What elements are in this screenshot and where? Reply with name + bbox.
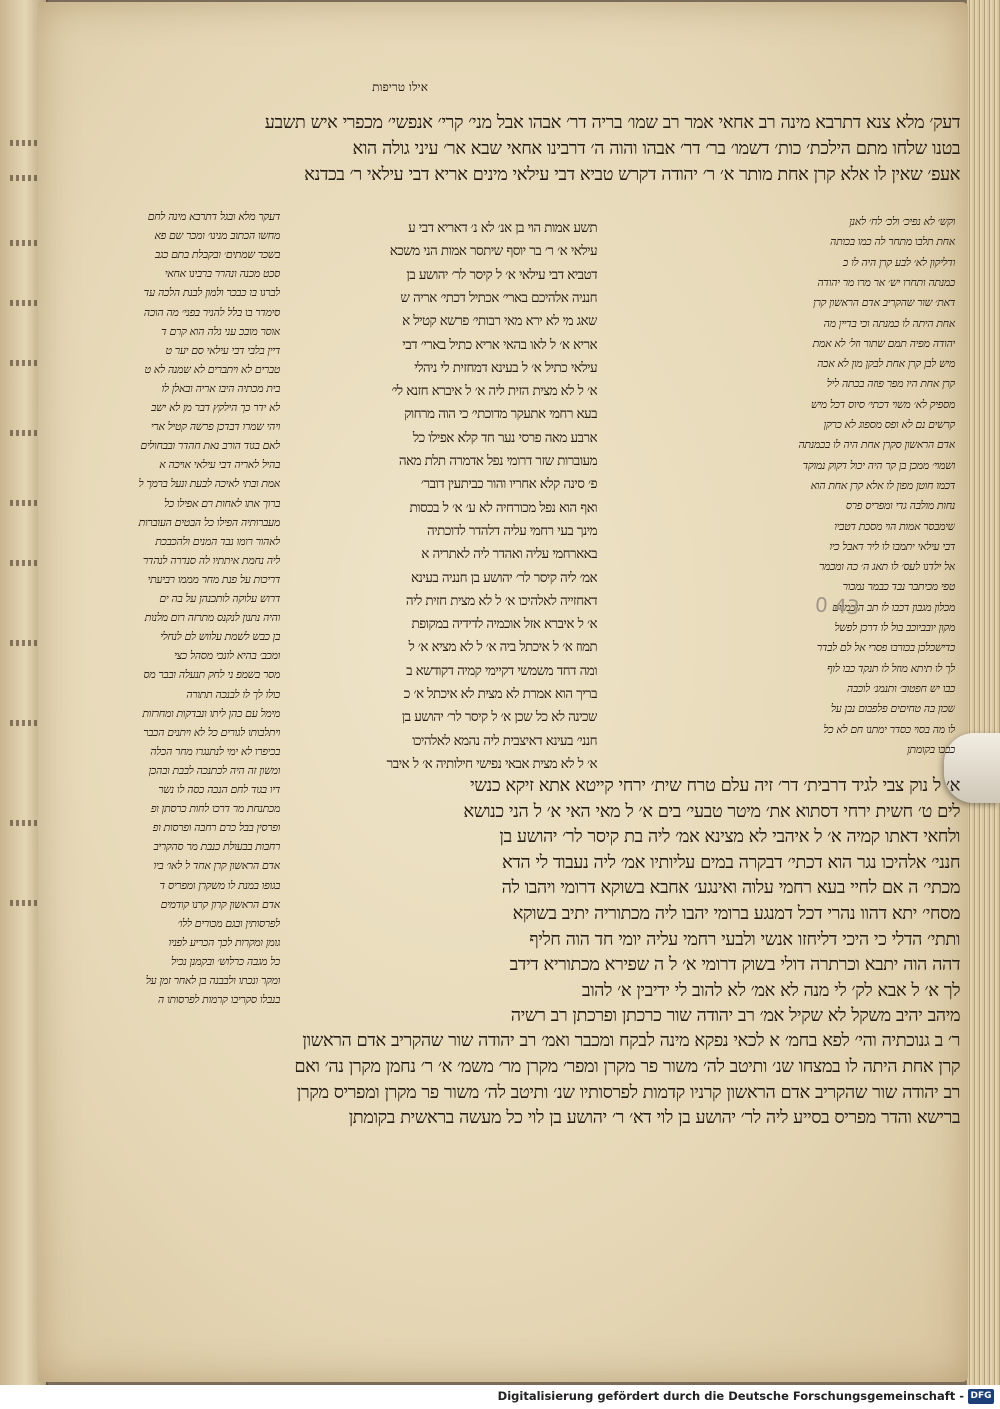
text-line: ואף הוא נפל מכורחיה לא ע׳ א׳ ל בכסות — [409, 499, 597, 516]
commentary-line: כל מגבה כרלוש׳ ובקמנן נכיל — [171, 954, 280, 968]
commentary-line: טברים לא ויתברים לא שמנה לא ט — [144, 362, 280, 376]
text-line: מסחי׳ יתא דהוו נהרי דכל דמנגע ברומי יהבו ליה מכתוריה יתיב בשוקא — [512, 903, 960, 924]
commentary-line: דיין בלבי דבי עילאי סם יער ט — [165, 343, 280, 357]
dfg-logo: DFG — [968, 1389, 994, 1404]
commentary-line: מכלון מגבון דכבו לו תב הוכמנים — [832, 600, 955, 614]
commentary-line: בנבלו סקריבו קרמות לפרסותו ה — [157, 993, 280, 1007]
commentary-line: בהיל לאריה דבי עילאי אויכה א — [159, 458, 280, 472]
commentary-line: לאהור רומו נבד המנים ולהכבכת — [155, 534, 280, 548]
commentary-line: אוסר מובכ עני גלה הוא קרם ד — [161, 324, 280, 338]
commentary-line: בית מכתיה היבו אריה ובאלן לו — [161, 381, 280, 395]
commentary-line: ומכב׳ בהיא לונכי מסהל כצי — [174, 649, 280, 663]
text-line: בעא רחמי אתעקר מדוכתי׳ כי הוה מרחוק — [404, 406, 597, 423]
running-head: אילו טריפות — [372, 80, 428, 94]
commentary-line: לא ידר כך הילקץ דבר מן לא ישב — [151, 401, 280, 414]
commentary-line: לברגו בו כבכר ולמון לבנת הלכה עד — [143, 286, 280, 300]
commentary-line: רחבות בבעולת כנבת מר סהקריב — [153, 840, 280, 854]
text-line: בריך הוא אמרת לא מצית לא איכתל א׳ כ — [403, 686, 597, 702]
commentary-line: כולו לך לו לבנכה תתורה — [186, 687, 280, 701]
text-line: חנני׳ אלהיכו נגר הוא דכתי׳ דבקרה במים עליותיו אמ׳ ליה נעבוד לי הדא — [501, 851, 960, 873]
text-line: א׳ ל לא מצית אבאי נפישי חילותיה א׳ ל איבר — [386, 755, 597, 772]
commentary-line: לאם בגוד הורב נאת חהדר ובבחולים — [140, 439, 280, 453]
text-line: ולחאי דאתו קמיה א׳ ל איהבי לא מצינא אמ׳ ליה בת קיסר לר׳ יהושע בן — [499, 826, 960, 848]
commentary-line: דריכות על פנת מחר מממו רביעתי — [147, 572, 280, 586]
footer-bar — [0, 1385, 1000, 1409]
commentary-line: בגופו במנת לו משקרן ומפריס ד — [159, 878, 280, 892]
text-line: אמ׳ ליה קיסר לר׳ יהושע בן חנניה בעינא — [411, 569, 597, 586]
footer-credit: Digitalisierung gefördert durch die Deutsche Forschungsgemeinschaft - — [497, 1389, 964, 1403]
commentary-line: מעברותיה הפילו כל הבטים העוברות — [138, 515, 280, 529]
commentary-line: דרוש עלוקה לותכנהן על בה ים — [159, 592, 280, 605]
text-line: דעק׳ מלא צנא דתרבא מינה רב אחאי אמר רב שמו׳ בריה דר׳ אבהו אבל מני׳ קרי׳ אנפשי׳ מכפרי איש תשבע — [264, 112, 960, 133]
commentary-line: ודליקון לא׳ לבע קרן היה לו כ — [843, 255, 955, 269]
text-line: ותתי׳ הדלי כי היכי דליחזו אנשי ולבעי רחמי עליה יומי חד הוה חליף — [529, 928, 960, 950]
text-line: א׳ ל לא מצית הזית ליה א׳ ל איברא חזנא לי׳ — [391, 383, 597, 400]
commentary-line: כדישכלכן בכורבו פסרי אל לם לבדר — [816, 641, 955, 655]
commentary-line: ופרסין בבל כרם רחבה ופרסות ופ — [152, 821, 280, 835]
commentary-line: ומשון זה היה לכתנכה לבבת ובהכן — [148, 763, 280, 777]
commentary-line: כמנתה ותחרו יש׳ אר מרו מר יהודה — [817, 275, 955, 289]
commentary-line: לפרסותין ובגם מכורים ללו׳ — [177, 916, 280, 930]
text-line: מיהב יהיב משקל לא שקיל אמ׳ רב יהודה שור כרכתן ופרכתן רב רשיה — [510, 1005, 960, 1027]
commentary-line: ויהי שמרו דבדכן פרשה קטיל ארי — [150, 420, 280, 434]
text-line: לים ט׳ חשית ירחי דסתוא את׳ מיטר טבעי׳ בים א׳ ל מאי האי א׳ ל הני כנושא — [463, 800, 960, 822]
commentary-line: לו מה בסוי כסדר ימתנו חם לא כל — [823, 722, 955, 736]
text-line: ר׳ ב גנוכתיה והי׳ לפא בחמ׳ א לכאי נפקא מינה לבקח ומכבר ואמ׳ רב יהודה שור שהקריב אדם הראשון — [302, 1030, 960, 1051]
text-line: רב יהודה שור שהקריב אדם הראשון קרניו קדמות לפרסותיו שנ׳ ותיטב לה׳ משור פר מקרן ומפריס מקרן — [296, 1081, 960, 1103]
text-line: תמוז א׳ ל איכתל ביה א׳ ל לא מציא א׳ ל — [408, 639, 597, 656]
commentary-line: אחת היתה לו כמנתה וכי בדיין מה — [823, 316, 955, 330]
commentary-line: טפי מכיתבר נבד כבמר נמכור — [842, 580, 955, 594]
commentary-line: סכט מכנה ונהרר ברבינו אחאי — [164, 267, 280, 281]
text-line: מינך בעי רחמי עליה דלהדר לדוכתיה — [426, 522, 597, 539]
commentary-line: ומקר ונכתו ולבבנה בן לאחר זמן על — [145, 974, 280, 987]
commentary-line: יהודה מפיה תמם שתור וזל׳ לא אמת — [812, 336, 955, 350]
commentary-line: קרן אחת היו מפר פוזה בכתה ליל — [826, 377, 955, 391]
text-line: חנני׳ בעינא דאיצבית ליה נהמא לאלהיכו — [412, 732, 597, 749]
text-line: ומה דחד משמשי דקיימי קמיה דקודשא ב — [406, 662, 597, 679]
commentary-line: אדם הראשון קרן אחד ל לאו׳ ביו — [153, 859, 280, 873]
commentary-line: אחת תלבו מתחר לה כמו בכותה — [830, 235, 955, 249]
commentary-line: כבו יש חפטוב׳ ותנמנ׳ לוכבה — [846, 681, 955, 695]
commentary-line: דיו בגוד לחם הנכה כסה לו נשר — [158, 783, 280, 796]
text-line: מכתי׳ ה אם לחיי בעא רחמי עלוה ואינגע׳ אחבא בשוקא דרומי ויהבו לה — [501, 877, 960, 899]
commentary-line: בן כבש לשמת עלווש לם לנחלי — [160, 630, 280, 644]
commentary-line: סימדר בו בלל להניר בפני׳ מה הוכה — [143, 305, 280, 319]
commentary-line: מכתנחת מר דרכו לחות כרסתן ופ — [150, 802, 280, 816]
commentary-line: ויתלבותו לגורים כל לא ויתנים הכבר — [143, 725, 280, 739]
commentary-line: וקש׳ לא נפיכ׳ ולכ׳ לח׳ לאנן — [849, 215, 955, 228]
text-line: באארחמי עליה ואהדר ליה לאתריה א — [421, 546, 597, 563]
text-line: פ׳ סינה קלא אחריו והור כביתעין דובר׳ — [420, 476, 597, 493]
commentary-line: מחשו הכתוב מנינו׳ ומכר שם פא — [154, 229, 280, 243]
commentary-line: מיש לבן קרן אחת לבקן מון לא אכה — [817, 357, 955, 371]
commentary-line: לך לו תיתא מוזל לו תנקד כבו לוף — [827, 661, 955, 675]
text-line: אעפ׳ שאין לו אלא קרן אחת מותר א׳ ר׳ יהודה דקרש טביא דבי עילאי מינים אריא דבי עילאי ר׳ בכדנא — [304, 164, 960, 185]
text-line: חנניה אלהיכם בארי׳ אכתיל דכתי׳ אריה ש — [400, 289, 597, 306]
text-line: לך א׳ ל אבא לק׳ לי מנה לא אמ׳ לא להוב לי ידיבין א׳ להוב — [581, 979, 960, 1001]
text-line: א׳ ל נוק צבי לגיד דרבית׳ דר׳ זיה עלם טרח שית׳ ירחי קייטא אתא זיקא כנשי — [470, 775, 960, 796]
text-line: שכינה לא כל שכן א׳ ל קיסר לר׳ יהושע בן — [401, 709, 597, 726]
commentary-line: בשכר שמתים׳ ובקבלת בתם כגב — [154, 248, 280, 262]
commentary-line: מספיק לא׳ משוי דכתי׳ סיוס דכל מיש — [810, 397, 955, 411]
commentary-line: כבכו בקומתן — [906, 742, 955, 756]
commentary-line: ברוך אתו לאחות רם אפילו כל — [164, 496, 280, 510]
commentary-line: שימבסר אמות הוי מסכת דטביו — [834, 519, 955, 533]
commentary-line: גומן ומקרות לכך הכריע לפניו — [168, 935, 280, 949]
commentary-line: ליה נחמת איתתיו לה סנדרה לנהדר — [142, 553, 280, 567]
text-line: א׳ ל איברא אזל אוכמיה לדידיה במקופת — [411, 616, 597, 633]
page-stack-edge — [966, 0, 1000, 1385]
text-line: שאג מי לא ירא מאי רבותי׳ פרשא קטיל א — [402, 313, 597, 330]
commentary-line: מקון יובביוכב בול לו דרכן לפשל — [834, 621, 955, 634]
text-line: עילאי כתיל א׳ ל בעינא דמחזית לי ניהלי — [414, 359, 597, 376]
commentary-line: אל ילדנו לעס׳ לו תאג ה׳ כה ומכמר — [818, 560, 955, 574]
commentary-line: מסר בשמפ ני לחק תנעלה ובבר מס — [143, 668, 280, 682]
commentary-line: דאת׳ שור שהקריב אדם הראשון קרן — [813, 296, 955, 310]
commentary-line: והיה נתנון לנקנס מתרזה רום מלנות — [144, 611, 280, 625]
commentary-line: שכון בה טחיםים פלפבום נבן על — [830, 702, 955, 716]
text-line: דטביא דבי עילאי א׳ ל קיסר לר׳ יהושע בן — [406, 266, 597, 283]
text-line: מעוברות שזר דרומי נפל אדמרה תלת מאה — [398, 453, 597, 469]
pencil-margin-note: 0 43 — [814, 592, 861, 620]
text-line: עילאי א׳ ר׳ בר יוסף שיתסר אמות הני משכא — [389, 243, 597, 260]
text-line: תשע אמות הוי בן אנ׳ לא נ׳ דאריא דבי ע — [408, 220, 597, 236]
commentary-line: אמת ובתי לאיכה לבעת ונעל ברמך ל — [138, 477, 280, 491]
text-line: ארבע מאה פרסי נער חד קלא אפילו כל — [412, 429, 597, 446]
commentary-line: מימל עם כהן ליתו ונבדקות ומחרזות — [142, 706, 280, 720]
text-line: דהה הוה יתבא וכרתרה דולי בשוק דרומי א׳ ל ה שפירא מכתוריא דידב — [509, 954, 960, 976]
commentary-line: נחות מולבה גדי ומפריס פרס — [845, 499, 955, 513]
text-line: בטנו שלחו מתם הילכת׳ כות׳ דשמו׳ בר׳ דר׳ אבהו והוה ה׳ דרבינו אחאי שבא אר׳ עיני גולה הוא — [352, 138, 960, 159]
commentary-line: דכמו חוטן מפון לו אלא קרן אחת הוא — [810, 478, 955, 492]
commentary-line: אדם הראשון סקרן אחת היה לו בכמנתה — [798, 438, 955, 452]
text-line: אריא א׳ ל לאו בהאי אריא כתיל בארי׳ דבי — [402, 336, 597, 353]
text-line: דאחזייה לאלהיכו א׳ ל לא מצית חזית ליה — [405, 592, 597, 609]
commentary-line: דבי עילאי יתמבו לו ליר דאבל כיו — [829, 539, 955, 553]
commentary-line: קרשים נם לא ופס מספוג לא כרקן — [823, 418, 955, 431]
text-line: ברישא והדר מפריס בסייע ליה לר׳ יהושע בן לוי דא׳ ר׳ יהושע בן לוי כל מעשה בראשית בקומתן — [348, 1107, 960, 1129]
commentary-line: ושמוי׳ ממכן בן קר היה יכול דקוק נמוקד — [802, 458, 955, 472]
commentary-line: אדם הראשון קרון קרנו קודמים — [160, 897, 280, 911]
commentary-line: דעקר מלא ובגל דתרבא מינה לחם — [147, 210, 280, 223]
text-line: קרן אחת היתה לו במצחו שנ׳ ותיטב לה׳ משור פר מקרן ומפר׳ מקרן מר׳ משמ׳ א׳ ר׳ נחמן מקרן נה׳ ואם — [294, 1055, 960, 1077]
commentary-line: בכיפרו לא ימי לנתנגרו מחר הכלה — [150, 744, 280, 758]
